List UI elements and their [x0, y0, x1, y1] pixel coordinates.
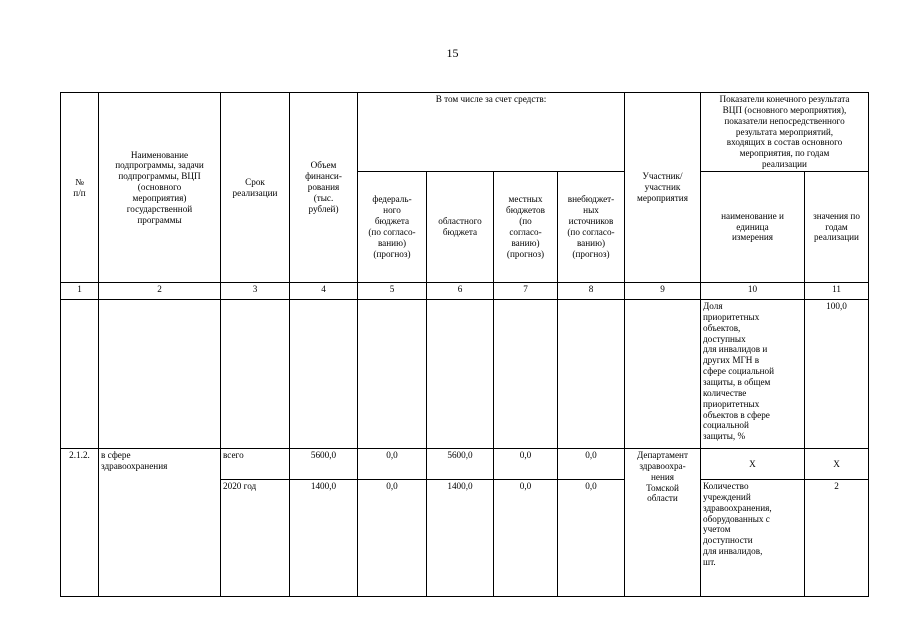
- indicator-name: Количество учреждений здравоохранения, оборудованных с учетом доступности для инвалидов, шт.: [701, 480, 805, 597]
- header-col-regional: областного бюджета: [427, 172, 494, 283]
- item-federal: 0,0: [358, 480, 427, 597]
- header-col-federal: федераль- ного бюджета (по согласо- ванию) (прогноз): [358, 172, 427, 283]
- table-row: [61, 449, 869, 480]
- column-number: 2: [99, 283, 221, 300]
- item-volume: 1400,0: [290, 480, 358, 597]
- column-number: 7: [494, 283, 558, 300]
- empty-cell: [221, 300, 290, 449]
- item-period: всего: [221, 449, 290, 480]
- empty-cell: [494, 300, 558, 449]
- header-col-indicator-values: значения по годам реализации: [805, 172, 869, 283]
- program-table: [60, 92, 869, 597]
- item-participant: Департамент здравоохра- нения Томской области: [625, 449, 701, 597]
- page-number: 15: [446, 46, 459, 60]
- item-offbudget: 0,0: [558, 449, 625, 480]
- column-number: 4: [290, 283, 358, 300]
- empty-cell: [290, 300, 358, 449]
- header-col-offbudget: внебюджет- ных источников (по согласо- ванию) (прогноз): [558, 172, 625, 283]
- header-including-sources: В том числе за счет средств:: [358, 93, 625, 172]
- table-row: [61, 300, 869, 449]
- indicator-name: Доля приоритетных объектов, доступных для инвалидов и других МГН в сфере социальной защиты, в общем количестве приоритетных объектов в сфере социальной защиты, %: [701, 300, 805, 449]
- header-col-number: № п/п: [61, 93, 99, 283]
- header-col-participant: Участник/ участник мероприятия: [625, 93, 701, 283]
- header-col-name: Наименование подпрограммы, задачи подпрограммы, ВЦП (основного мероприятия) государственной программы: [99, 93, 221, 283]
- item-volume: 5600,0: [290, 449, 358, 480]
- indicator-value: 2: [805, 480, 869, 597]
- indicator-value: Х: [805, 449, 869, 480]
- item-federal: 0,0: [358, 449, 427, 480]
- column-number: 8: [558, 283, 625, 300]
- column-number: 11: [805, 283, 869, 300]
- column-number: 1: [61, 283, 99, 300]
- item-regional: 5600,0: [427, 449, 494, 480]
- column-number: 10: [701, 283, 805, 300]
- header-row-1: [61, 93, 869, 172]
- header-col-local: местных бюджетов (по согласо- ванию) (прогноз): [494, 172, 558, 283]
- item-regional: 1400,0: [427, 480, 494, 597]
- column-numbers-row: [61, 283, 869, 300]
- indicator-name: Х: [701, 449, 805, 480]
- item-period: 2020 год: [221, 480, 290, 597]
- empty-cell: [625, 300, 701, 449]
- empty-cell: [558, 300, 625, 449]
- header-col-indicator-name: наименование и единица измерения: [701, 172, 805, 283]
- empty-cell: [358, 300, 427, 449]
- header-col-period: Срок реализации: [221, 93, 290, 283]
- column-number: 3: [221, 283, 290, 300]
- column-number: 6: [427, 283, 494, 300]
- empty-cell: [427, 300, 494, 449]
- header-indicators-group: Показатели конечного результата ВЦП (основного мероприятия), показатели непосредственного результата мероприятий, входящих в состав основного мероприятия, по годам реализации: [701, 93, 869, 172]
- column-number: 9: [625, 283, 701, 300]
- item-local: 0,0: [494, 449, 558, 480]
- empty-cell: [99, 300, 221, 449]
- item-number: 2.1.2.: [61, 449, 99, 597]
- item-name: в сфере здравоохранения: [99, 449, 221, 597]
- header-col-volume: Объем финанси- рования (тыс. рублей): [290, 93, 358, 283]
- indicator-value: 100,0: [805, 300, 869, 449]
- item-local: 0,0: [494, 480, 558, 597]
- column-number: 5: [358, 283, 427, 300]
- item-offbudget: 0,0: [558, 480, 625, 597]
- empty-cell: [61, 300, 99, 449]
